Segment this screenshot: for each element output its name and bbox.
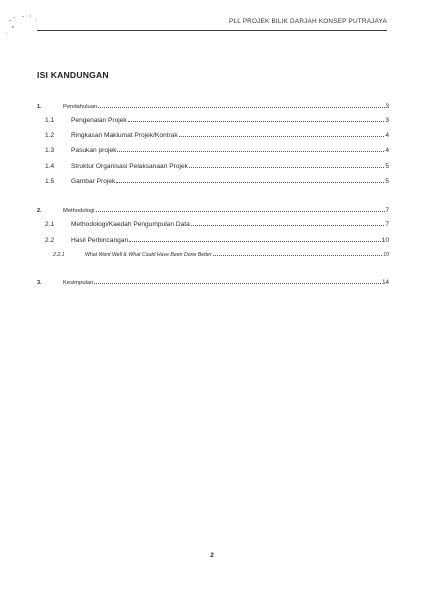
- scan-speck: [30, 15, 31, 17]
- toc-entry-page: 5: [385, 178, 389, 185]
- toc-entry-label: Kesimpulan: [63, 280, 94, 286]
- header-rule: [37, 30, 387, 31]
- toc-entry-label: Struktur Organisasi Pelaksanaan Projek: [71, 163, 188, 170]
- toc-entry-label: Hasil Perbincangan: [71, 237, 129, 244]
- toc-entry-label: Methodologi/Kaedah Pengumpulan Data: [71, 221, 190, 228]
- toc-leader-dots: [128, 121, 385, 122]
- scan-speck: [12, 26, 14, 28]
- toc-entry-page: 7: [385, 221, 389, 228]
- toc-entry-label: Ringkasan Maklumat Projek/Kontrak: [71, 132, 178, 139]
- toc-entry[interactable]: [37, 114, 389, 124]
- toc-entry-page: 3: [385, 117, 389, 124]
- toc-leader-dots: [96, 211, 385, 212]
- toc-entry-label: Pendahuluan: [63, 104, 98, 110]
- scan-speck: [35, 19, 36, 20]
- toc-entry-number: 1.2: [45, 132, 55, 139]
- toc-entry-label: Gambar Projek: [71, 178, 116, 185]
- toc-leader-dots: [213, 255, 383, 256]
- toc-entry[interactable]: [37, 248, 389, 258]
- toc-entry[interactable]: [37, 144, 389, 154]
- toc-entry[interactable]: [37, 160, 389, 170]
- scan-speck: [9, 20, 11, 21]
- toc-entry[interactable]: [37, 234, 389, 244]
- toc-leader-dots: [189, 167, 384, 168]
- toc-entry-number: 2.2.1: [53, 252, 65, 258]
- toc-entry-number: 2.: [37, 208, 42, 214]
- toc-entry[interactable]: [37, 276, 389, 286]
- toc-entry-label: Pengenalan Projek: [71, 117, 127, 124]
- page-number: 2: [210, 552, 214, 559]
- toc-entry-number: 1.3: [45, 147, 55, 154]
- toc-entry[interactable]: [37, 129, 389, 139]
- toc-leader-dots: [179, 136, 385, 137]
- toc-leader-dots: [98, 107, 384, 108]
- toc-entry-page: 5: [385, 163, 389, 170]
- toc-entry-page: 7: [385, 207, 389, 214]
- toc-entry-page: 4: [385, 132, 389, 139]
- document-header: PLL PROJEK BILIK DARJAH KONSEP PUTRAJAYA: [229, 18, 387, 25]
- toc-entry[interactable]: [37, 218, 389, 228]
- toc-entry-page: 10: [383, 252, 389, 258]
- toc-entry-number: 2.2: [45, 237, 55, 244]
- toc-leader-dots: [94, 283, 381, 284]
- toc-title: ISI KANDUNGAN: [37, 70, 109, 80]
- toc-entry-number: 1.4: [45, 163, 55, 170]
- toc-entry-number: 1.: [37, 104, 42, 110]
- toc-entry-page: 10: [381, 237, 389, 244]
- toc-leader-dots: [191, 225, 385, 226]
- toc-entry-label: What Went Well & What Could Have Been Done Better: [85, 252, 212, 258]
- toc-entry-label: Methodologi: [63, 208, 95, 214]
- toc-entry-page: 4: [385, 147, 389, 154]
- toc-entry-number: 3.: [37, 280, 42, 286]
- toc-entry[interactable]: [37, 100, 389, 110]
- toc-entry-number: 1.1: [45, 117, 55, 124]
- scan-speck: [6, 33, 7, 34]
- toc-leader-dots: [116, 182, 384, 183]
- toc-entry-number: 2.1: [45, 221, 55, 228]
- toc-entry-page: 3: [385, 103, 389, 110]
- toc-entry[interactable]: [37, 204, 389, 214]
- toc-leader-dots: [117, 151, 384, 152]
- toc-entry[interactable]: [37, 175, 389, 185]
- toc-entry-number: 1.5: [45, 178, 55, 185]
- scan-speck: [22, 16, 24, 17]
- toc-leader-dots: [129, 241, 380, 242]
- scan-speck: [14, 17, 15, 18]
- toc-entry-page: 14: [382, 279, 389, 286]
- toc-entry-label: Pasukan projek: [71, 147, 117, 154]
